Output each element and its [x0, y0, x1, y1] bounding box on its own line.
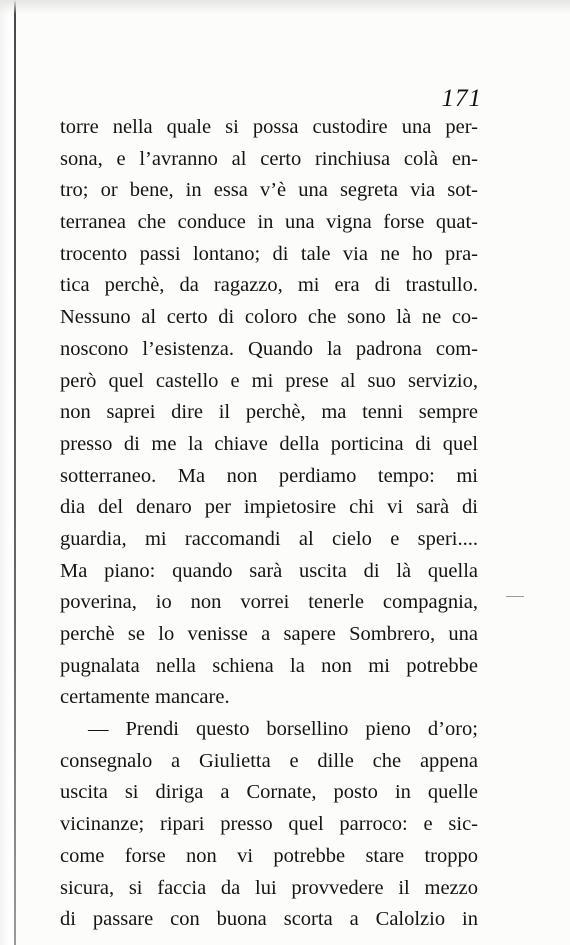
text-line: — Prendi questo borsellino pieno d’oro; — [88, 718, 478, 741]
text-line: sona, e l’avranno al certo rinchiusa colà en- — [60, 147, 478, 170]
text-line: sicura, si faccia da lui provvedere il mezzo — [60, 876, 478, 899]
text-line: certamente mancare. — [60, 686, 230, 709]
text-line: uscita si diriga a Cornate, posto in quelle — [60, 781, 478, 804]
text-line: consegnalo a Giulietta e dille che appena — [60, 749, 478, 772]
text-line: noscono l’esistenza. Quando la padrona com- — [60, 337, 478, 360]
text-line: tica perchè, da ragazzo, mi era di trastullo. — [60, 274, 478, 297]
text-line: presso di me la chiave della porticina di quel — [60, 432, 478, 455]
text-line: sotterraneo. Ma non perdiamo tempo: mi — [60, 464, 478, 487]
text-line: come forse non vi potrebbe stare troppo — [60, 844, 478, 867]
text-line: torre nella quale si possa custodire una per- — [60, 116, 478, 138]
binding-shadow-line — [14, 0, 16, 945]
text-line: poverina, io non vorrei tenerle compagnia, — [60, 591, 478, 614]
text-line: tro; or bene, in essa v’è una segreta via sot- — [60, 179, 478, 202]
page-top-edge — [0, 0, 570, 14]
text-line: Nessuno al certo di coloro che sono là ne co- — [60, 306, 478, 329]
text-line: vicinanze; ripari presso quel parroco: e sic- — [60, 813, 478, 836]
margin-mark — [506, 596, 524, 597]
text-line: trocento passi lontano; di tale via ne ho pra- — [60, 242, 478, 265]
text-line: pugnalata nella schiena la non mi potrebbe — [60, 654, 478, 677]
text-line: perchè se lo venisse a sapere Sombrero, una — [60, 623, 478, 645]
text-line: guardia, mi raccomandi al cielo e speri.... — [60, 527, 478, 550]
body-text — [60, 112, 478, 936]
text-line: di passare con buona scorta a Calolzio in — [60, 908, 478, 931]
text-line: però quel castello e mi prese al suo servizio, — [60, 369, 478, 392]
text-line: Ma piano: quando sarà uscita di là quella — [60, 559, 478, 582]
text-line: terranea che conduce in una vigna forse quat- — [60, 211, 478, 234]
text-line: non saprei dire il perchè, ma tenni sempre — [60, 401, 478, 424]
binding-edge — [0, 0, 22, 945]
text-line: dia del denaro per impietosire chi vi sarà di — [60, 496, 478, 519]
page-number: 171 — [441, 85, 482, 112]
